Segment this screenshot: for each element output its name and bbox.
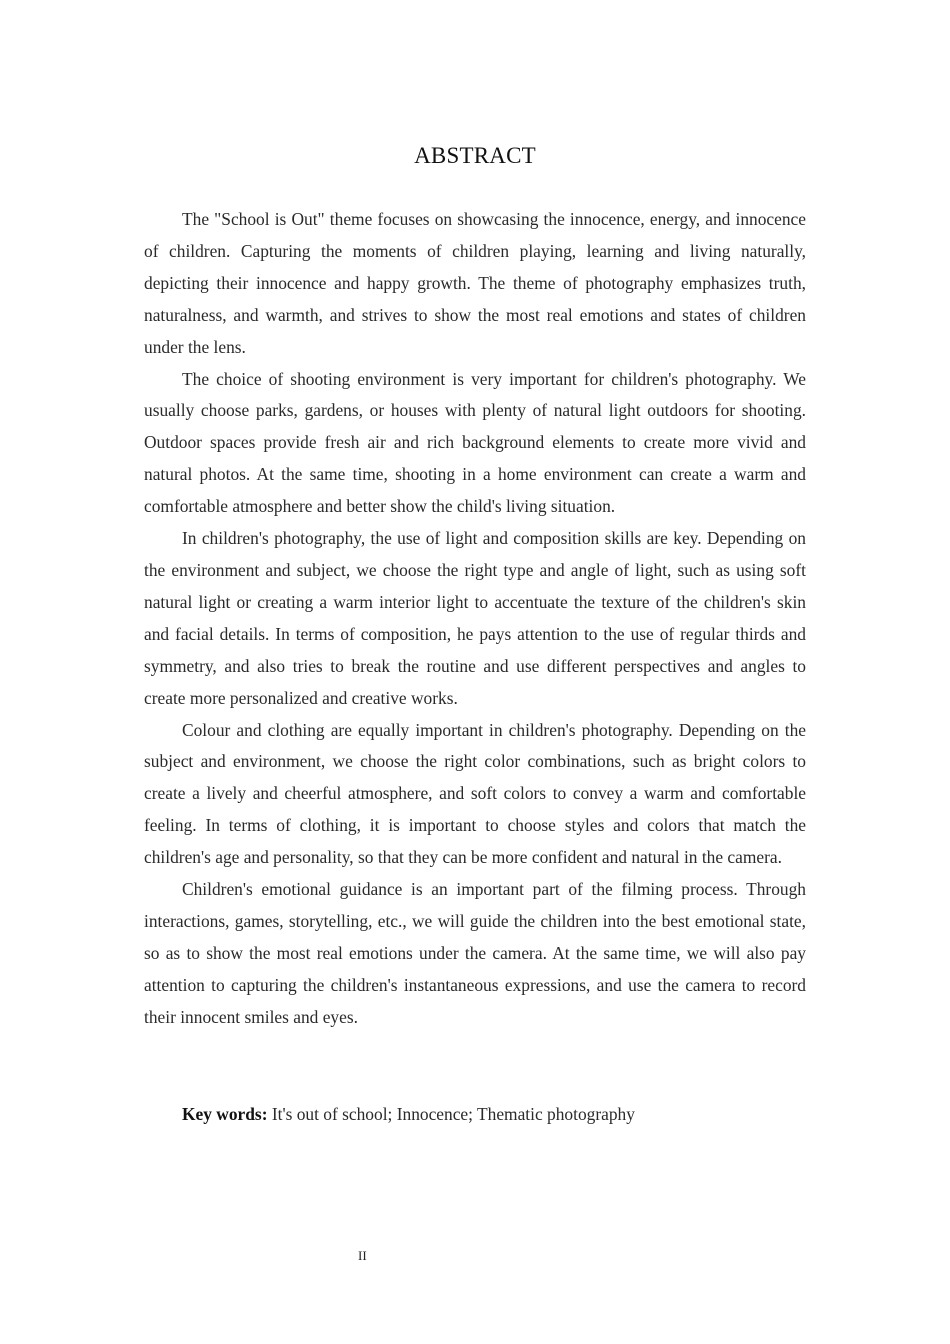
abstract-title: ABSTRACT	[414, 143, 536, 168]
keywords-label: Key words:	[182, 1104, 268, 1124]
abstract-paragraph-3: In children's photography, the use of light and composition skills are key. Depending on the environment and subject, we choose the right type and angle of light, such as using soft natural light or creating a warm interior light to accentuate the texture of the children's skin and facial details. In terms of composition, he pays attention to the use of regular thirds and symmetry, and also tries to break the routine and use different perspectives and angles to create more personalized and creative works.	[144, 528, 806, 708]
abstract-paragraph-5: Children's emotional guidance is an important part of the filming process. Through interactions, games, storytelling, etc., we will guide the children into the best emotional state, so as to show the most real emotions under the camera. At the same time, we will also pay attention to capturing the children's instantaneous expressions, and use the camera to record their innocent smiles and eyes.	[144, 879, 806, 1027]
keywords-value: It's out of school; Innocence; Thematic photography	[267, 1104, 635, 1124]
abstract-paragraph-2: The choice of shooting environment is very important for children's photography. We usually choose parks, gardens, or houses with plenty of natural light outdoors for shooting. Outdoor spaces provide fresh air and rich background elements to create more vivid and natural photos. At the same time, shooting in a home environment can create a warm and comfortable atmosphere and better show the child's living situation.	[144, 368, 806, 517]
abstract-paragraph-1: The "School is Out" theme focuses on showcasing the innocence, energy, and innocence of children. Capturing the moments of children playing, learning and living naturally, depicting their innocence and happy growth. The theme of photography emphasizes truth, naturalness, and warmth, and strives to show the most real emotions and states of children under the lens.	[144, 209, 806, 357]
keywords-line	[182, 1098, 635, 1130]
abstract-body	[144, 204, 806, 1034]
page-number: II	[358, 1248, 367, 1263]
abstract-paragraph-4: Colour and clothing are equally important in children's photography. Depending on the subject and environment, we choose the right color combinations, such as bright colors to create a lively and cheerful atmosphere, and soft colors to convey a warm and comfortable feeling. In terms of clothing, it is important to choose styles and colors that match the children's age and personality, so that they can be more confident and natural in the camera.	[144, 719, 806, 868]
